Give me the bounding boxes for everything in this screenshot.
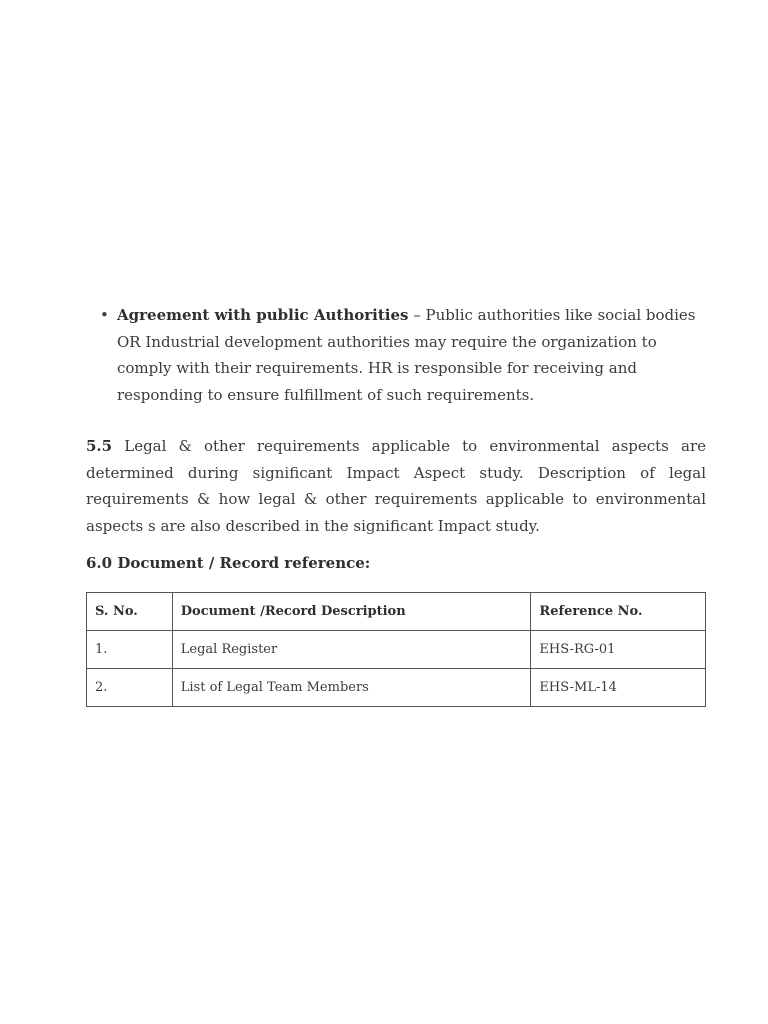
cell-reference: EHS-ML-14 (531, 669, 706, 707)
bullet-text (117, 302, 707, 408)
header-description: Document /Record Description (172, 593, 531, 631)
cell-sno: 2. (87, 669, 173, 707)
bullet-item-public-authorities (100, 302, 710, 408)
cell-reference: EHS-RG-01 (531, 631, 706, 669)
paragraph-5-5 (86, 433, 706, 539)
bullet-title: Agreement with public Authorities (117, 306, 409, 324)
bullet-dash: – (408, 306, 426, 324)
cell-description: List of Legal Team Members (172, 669, 531, 707)
header-reference: Reference No. (531, 593, 706, 631)
table-row (87, 669, 706, 707)
section-heading: 6.0 Document / Record reference: (86, 554, 371, 572)
table-header-row (87, 593, 706, 631)
bullet-icon: • (100, 306, 109, 324)
paragraph-body: Legal & other requirements applicable to environmental aspects are determined during significant Impact Aspect study. Description of legal requirements & how legal & other requirements applicable to environmental aspects s are also described in the significant Impact study. (86, 437, 706, 535)
cell-description: Legal Register (172, 631, 531, 669)
table-row (87, 631, 706, 669)
reference-table (86, 592, 706, 707)
paragraph-number: 5.5 (86, 437, 113, 455)
cell-sno: 1. (87, 631, 173, 669)
header-sno: S. No. (87, 593, 173, 631)
bullet-body: Public authorities like social bodies OR Industrial development authorities may require the organization to comply with their requirements. HR is responsible for receiving and responding to ensure fulfillment of such requirements. (117, 306, 696, 404)
